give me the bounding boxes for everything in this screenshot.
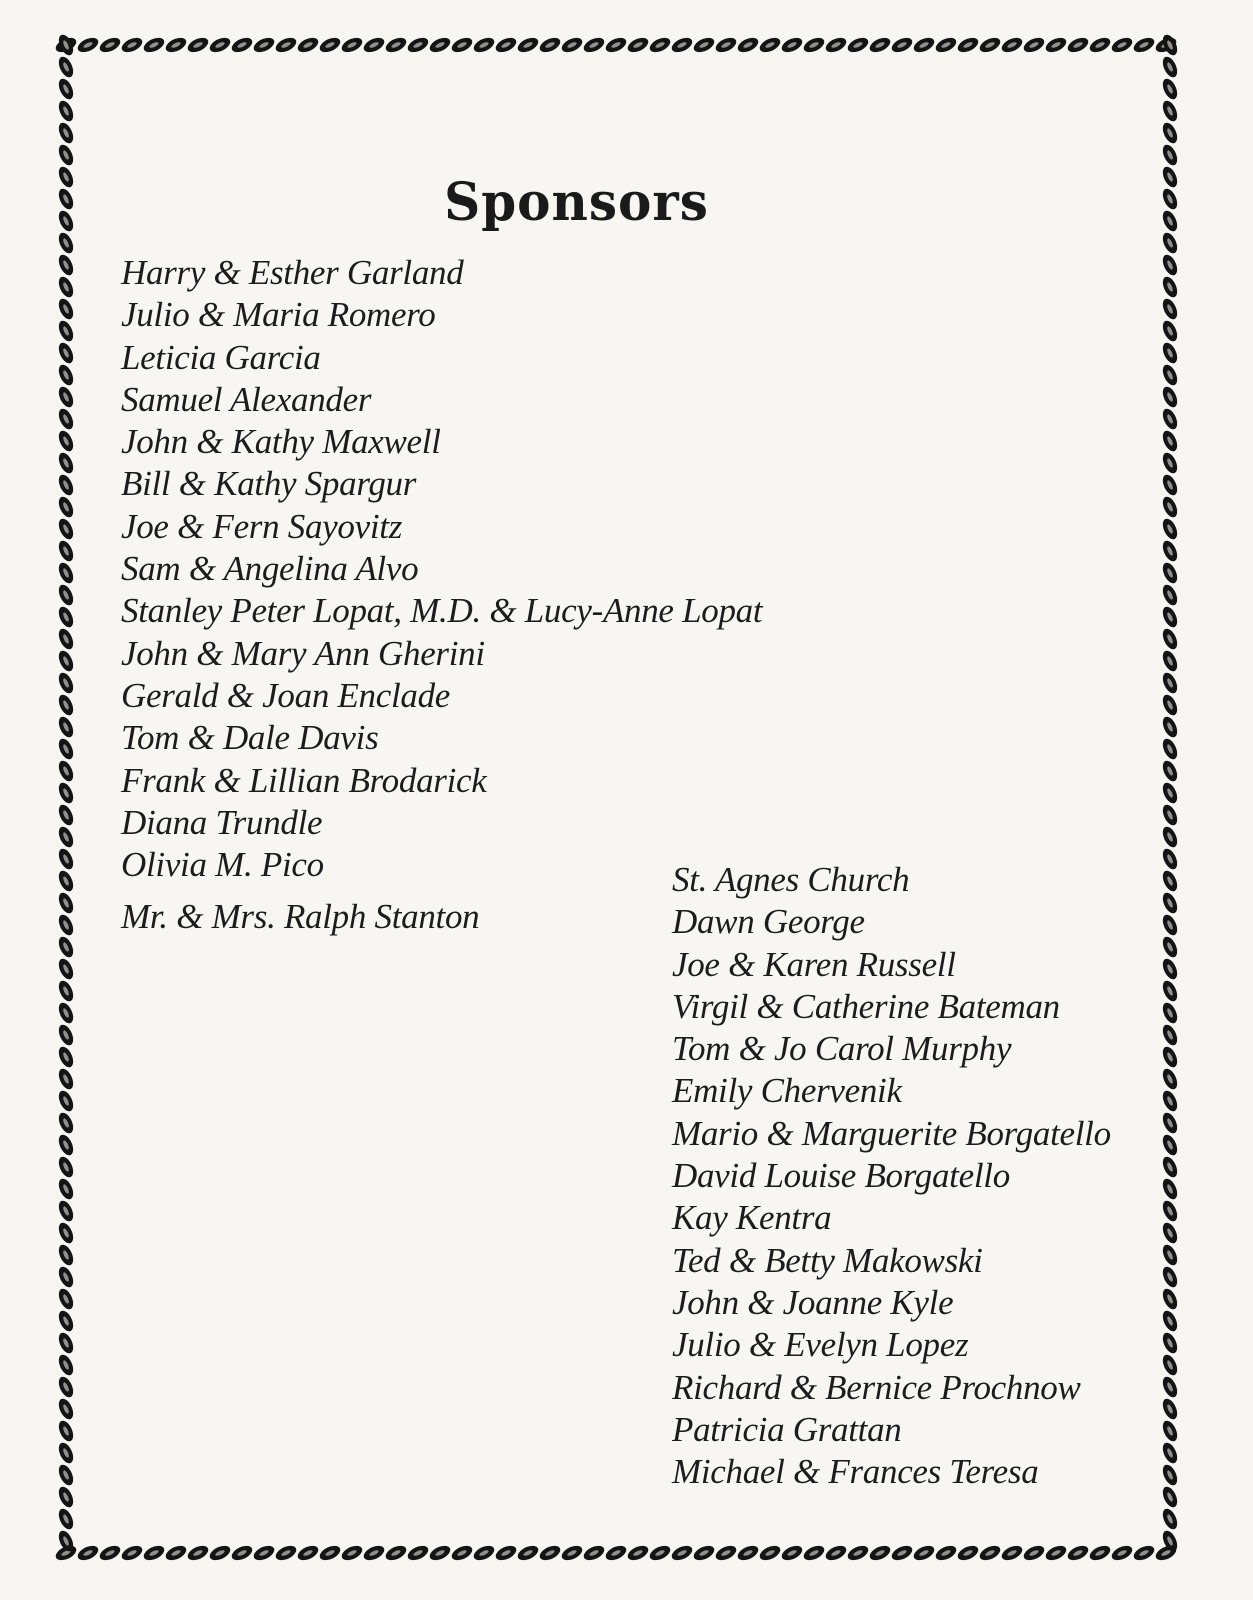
sponsor-name: Patricia Grattan xyxy=(672,1409,902,1449)
sponsor-name: David Louise Borgatello xyxy=(672,1156,1010,1196)
sponsor-name: Stanley Peter Lopat, M.D. & Lucy-Anne Lopat xyxy=(121,591,763,631)
sponsor-name: Leticia Garcia xyxy=(121,337,321,377)
sponsor-name: St. Agnes Church xyxy=(672,860,910,899)
sponsor-name: Emily Chervenik xyxy=(672,1071,902,1111)
sponsor-list-left xyxy=(121,252,762,939)
sponsor-name: Michael & Frances Teresa xyxy=(672,1452,1039,1492)
sponsor-name: Joe & Karen Russell xyxy=(672,944,956,984)
sponsor-name: Samuel Alexander xyxy=(121,379,372,419)
sponsor-name: Dawn George xyxy=(672,902,865,942)
page-title: Sponsors xyxy=(444,170,709,233)
sponsor-name: Mario & Marguerite Borgatello xyxy=(672,1113,1111,1153)
sponsor-name: Tom & Dale Davis xyxy=(121,718,379,758)
sponsor-name: Olivia M. Pico xyxy=(121,845,324,885)
sponsor-name: Joe & Fern Sayovitz xyxy=(121,506,403,546)
sponsor-name: John & Kathy Maxwell xyxy=(121,422,441,462)
sponsor-name: Sam & Angelina Alvo xyxy=(121,549,419,589)
sponsor-name: Mr. & Mrs. Ralph Stanton xyxy=(121,897,480,937)
sponsor-name: John & Mary Ann Gherini xyxy=(121,633,485,673)
sponsor-name: Julio & Evelyn Lopez xyxy=(672,1325,969,1365)
sponsor-name: Gerald & Joan Enclade xyxy=(121,675,451,715)
sponsor-name: Tom & Jo Carol Murphy xyxy=(672,1029,1012,1069)
sponsor-name: Diana Trundle xyxy=(121,802,323,842)
sponsor-name: Bill & Kathy Spargur xyxy=(121,464,417,504)
sponsor-name: Julio & Maria Romero xyxy=(121,295,436,335)
sponsor-name: John & Joanne Kyle xyxy=(672,1282,954,1322)
sponsor-name: Harry & Esther Garland xyxy=(121,253,464,292)
sponsor-name: Richard & Bernice Prochnow xyxy=(672,1367,1081,1407)
sponsor-name: Kay Kentra xyxy=(672,1198,832,1238)
sponsor-list-right xyxy=(672,859,1111,1493)
sponsor-name: Virgil & Catherine Bateman xyxy=(672,986,1060,1026)
sponsor-name: Frank & Lillian Brodarick xyxy=(121,760,487,800)
sponsor-name: Ted & Betty Makowski xyxy=(672,1240,983,1280)
